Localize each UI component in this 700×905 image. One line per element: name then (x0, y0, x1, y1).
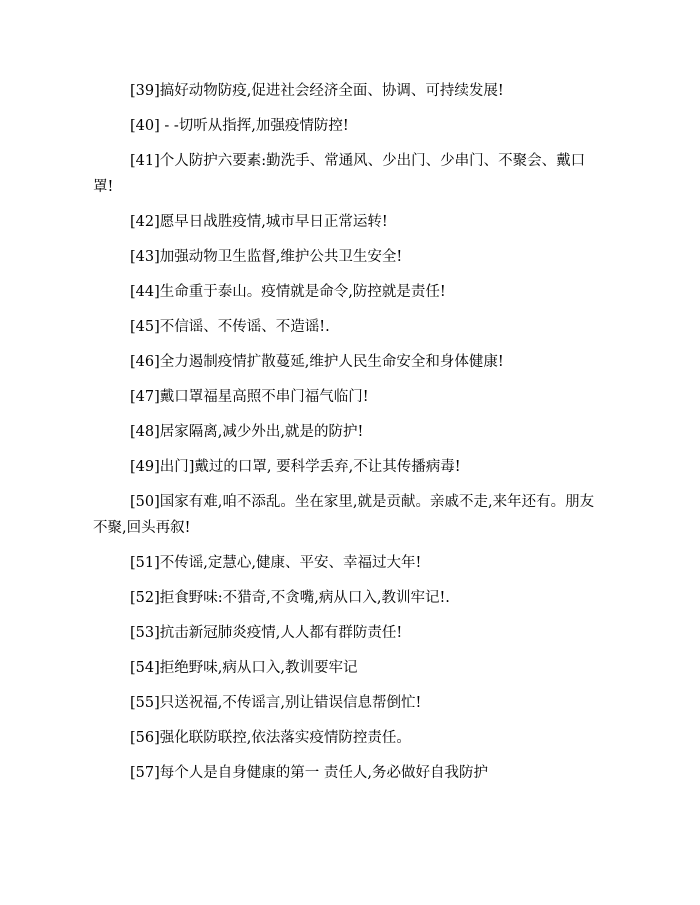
list-item: [56]强化联防联控,依法落实疫情防控责任。 (130, 730, 411, 746)
list-item: [39]搞好动物防疫,促进社会经济全面、协调、可持续发展! (130, 83, 504, 99)
list-item: [45]不信谣、不传谣、不造谣!. (130, 319, 330, 335)
list-item: [54]拒绝野味,病从口入,教训要牢记 (130, 660, 358, 676)
list-item: [49]出门]戴过的口罩, 要科学丢弃,不让其传播病毒! (130, 459, 461, 475)
list-item: [47]戴口罩福星高照不串门福气临门! (130, 389, 369, 405)
list-item: [52]拒食野味:不猎奇,不贪嘴,病从口入,教训牢记!. (130, 590, 450, 606)
list-item: [42]愿早日战胜疫情,城市早日正常运转! (130, 214, 388, 230)
list-item: [40] - -切听从指挥,加强疫情防控! (130, 118, 349, 134)
list-item: [51]不传谣,定慧心,健康、平安、幸福过大年! (130, 555, 422, 571)
list-item: [50]国家有难,咱不添乱。坐在家里,就是贡献。亲戚不走,来年还有。朋友不聚,回头再叙! (93, 494, 595, 536)
slogan-list (93, 78, 603, 795)
list-item: [55]只送祝福,不传谣言,别让错误信息帮倒忙! (130, 695, 422, 711)
list-item: [43]加强动物卫生监督,维护公共卫生安全! (130, 249, 403, 265)
list-item: [48]居家隔离,减少外出,就是的防护! (130, 424, 364, 440)
list-item: [46]全力遏制疫情扩散蔓延,维护人民生命安全和身体健康! (130, 354, 504, 370)
list-item: [44]生命重于泰山。疫情就是命令,防控就是责任! (130, 284, 446, 300)
list-item: [53]抗击新冠肺炎疫情,人人都有群防责任! (130, 625, 403, 641)
list-item: [41]个人防护六要素:勤洗手、常通风、少出门、少串门、不聚会、戴口罩! (93, 153, 586, 195)
list-item: [57]每个人是自身健康的第一 责任人,务必做好自我防护 (130, 765, 488, 781)
